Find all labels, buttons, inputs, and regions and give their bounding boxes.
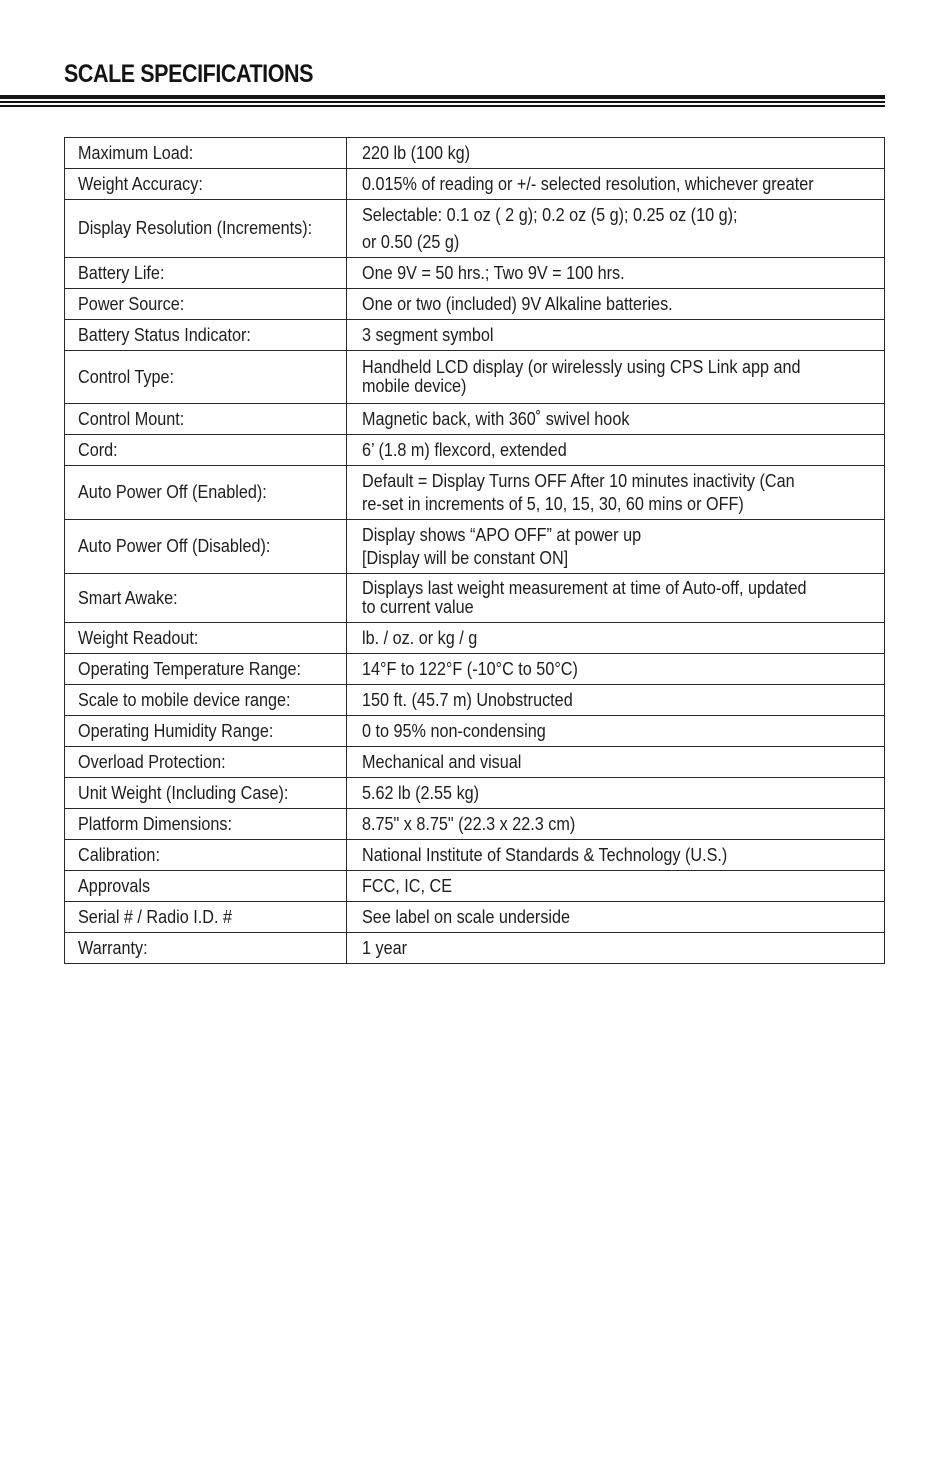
spec-label: Cord: (78, 439, 118, 460)
spec-value: 3 segment symbol (362, 324, 494, 345)
table-row (65, 435, 885, 466)
spec-value-cell (347, 716, 885, 747)
table-row (65, 289, 885, 320)
spec-label-cell (65, 289, 347, 320)
spec-value: 6’ (1.8 m) flexcord, extended (362, 439, 567, 460)
spec-value-cell (347, 871, 885, 902)
table-row (65, 258, 885, 289)
spec-value-cell (347, 466, 885, 520)
spec-value: Default = Display Turns OFF After 10 minutes inactivity (Can re-set in increments of 5, 10, 15, 30, 60 mins or OFF) (362, 470, 795, 514)
spec-label: Control Mount: (78, 408, 185, 429)
table-row (65, 404, 885, 435)
table-row (65, 778, 885, 809)
spec-label: Battery Life: (78, 262, 165, 283)
spec-value: Display shows “APO OFF” at power up [Display will be constant ON] (362, 524, 642, 568)
table-row (65, 520, 885, 574)
spec-value: One 9V = 50 hrs.; Two 9V = 100 hrs. (362, 262, 625, 283)
spec-value-cell (347, 747, 885, 778)
spec-value: Displays last weight measurement at time of Auto-off, updated to current value (362, 578, 807, 617)
spec-label-cell (65, 623, 347, 654)
spec-value-cell (347, 138, 885, 169)
spec-value-cell (347, 623, 885, 654)
spec-label-cell (65, 200, 347, 258)
page-title: SCALE SPECIFICATIONS (64, 60, 314, 88)
spec-label: Platform Dimensions: (78, 813, 232, 834)
spec-value-cell (347, 404, 885, 435)
table-row (65, 685, 885, 716)
spec-label-cell (65, 809, 347, 840)
spec-label: Calibration: (78, 844, 160, 865)
spec-label-cell (65, 404, 347, 435)
spec-value: 8.75" x 8.75" (22.3 x 22.3 cm) (362, 813, 576, 834)
spec-label-cell (65, 778, 347, 809)
spec-value: Selectable: 0.1 oz ( 2 g); 0.2 oz (5 g); 0.25 oz (10 g); or 0.50 (25 g) (362, 204, 738, 252)
spec-label-cell (65, 520, 347, 574)
spec-value-cell (347, 320, 885, 351)
spec-label-cell (65, 138, 347, 169)
spec-value: 14°F to 122°F (-10°C to 50°C) (362, 658, 578, 679)
spec-label: Battery Status Indicator: (78, 324, 251, 345)
table-row (65, 840, 885, 871)
spec-value-cell (347, 840, 885, 871)
spec-label: Maximum Load: (78, 142, 194, 163)
spec-label-cell (65, 351, 347, 404)
spec-value: Handheld LCD display (or wirelessly using CPS Link app and mobile device) (362, 357, 801, 396)
spec-value: 0.015% of reading or +/- selected resolution, whichever greater (362, 173, 814, 194)
spec-value-cell (347, 574, 885, 623)
spec-value-cell (347, 351, 885, 404)
specifications-table (64, 137, 885, 964)
table-row (65, 320, 885, 351)
table-row (65, 623, 885, 654)
table-row (65, 654, 885, 685)
spec-label: Power Source: (78, 293, 185, 314)
specifications-table-body (65, 138, 885, 964)
spec-label-cell (65, 840, 347, 871)
spec-value: See label on scale underside (362, 906, 571, 927)
table-row (65, 351, 885, 404)
spec-label-cell (65, 435, 347, 466)
spec-label-cell (65, 258, 347, 289)
spec-value-cell (347, 435, 885, 466)
spec-value-cell (347, 654, 885, 685)
spec-value-cell (347, 902, 885, 933)
spec-value: 150 ft. (45.7 m) Unobstructed (362, 689, 573, 710)
spec-value: National Institute of Standards & Technology (U.S.) (362, 844, 728, 865)
spec-label: Warranty: (78, 937, 148, 958)
table-row (65, 138, 885, 169)
table-row (65, 574, 885, 623)
spec-value: 5.62 lb (2.55 kg) (362, 782, 480, 803)
spec-value: Mechanical and visual (362, 751, 522, 772)
table-row (65, 933, 885, 964)
spec-value-cell (347, 520, 885, 574)
spec-value-cell (347, 289, 885, 320)
spec-label: Auto Power Off (Enabled): (78, 482, 267, 502)
spec-value: Magnetic back, with 360˚ swivel hook (362, 408, 630, 429)
spec-label-cell (65, 902, 347, 933)
spec-value-cell (347, 258, 885, 289)
spec-label-cell (65, 169, 347, 200)
spec-value: lb. / oz. or kg / g (362, 627, 478, 648)
spec-label: Smart Awake: (78, 587, 178, 608)
table-row (65, 466, 885, 520)
spec-label-cell (65, 685, 347, 716)
spec-label-cell (65, 574, 347, 623)
table-row (65, 871, 885, 902)
spec-label-cell (65, 747, 347, 778)
spec-label: Overload Protection: (78, 751, 226, 772)
spec-label-cell (65, 871, 347, 902)
spec-value-cell (347, 685, 885, 716)
spec-label-cell (65, 466, 347, 520)
spec-value-cell (347, 778, 885, 809)
spec-label: Unit Weight (Including Case): (78, 782, 289, 803)
spec-label-cell (65, 320, 347, 351)
table-row (65, 716, 885, 747)
spec-label: Display Resolution (Increments): (78, 218, 313, 238)
spec-value: 0 to 95% non-condensing (362, 720, 546, 741)
table-row (65, 200, 885, 258)
spec-value: One or two (included) 9V Alkaline batteries. (362, 293, 673, 314)
spec-label-cell (65, 933, 347, 964)
table-row (65, 902, 885, 933)
spec-label: Scale to mobile device range: (78, 689, 291, 710)
table-row (65, 169, 885, 200)
spec-label: Operating Temperature Range: (78, 658, 302, 679)
spec-value-cell (347, 933, 885, 964)
spec-label: Operating Humidity Range: (78, 720, 274, 741)
spec-label: Auto Power Off (Disabled): (78, 536, 271, 556)
spec-label: Weight Readout: (78, 627, 199, 648)
title-rule (0, 101, 885, 103)
spec-value-cell (347, 200, 885, 258)
spec-label-cell (65, 716, 347, 747)
spec-value-cell (347, 809, 885, 840)
title-rule (0, 95, 885, 99)
spec-label: Serial # / Radio I.D. # (78, 906, 232, 927)
table-row (65, 809, 885, 840)
spec-label: Weight Accuracy: (78, 173, 203, 194)
table-row (65, 747, 885, 778)
spec-value-cell (347, 169, 885, 200)
spec-label-cell (65, 654, 347, 685)
title-rule (0, 105, 885, 107)
spec-value: 1 year (362, 937, 408, 958)
spec-label: Control Type: (78, 366, 175, 387)
spec-value: FCC, IC, CE (362, 875, 453, 896)
spec-value: 220 lb (100 kg) (362, 142, 471, 163)
spec-label: Approvals (78, 875, 151, 896)
